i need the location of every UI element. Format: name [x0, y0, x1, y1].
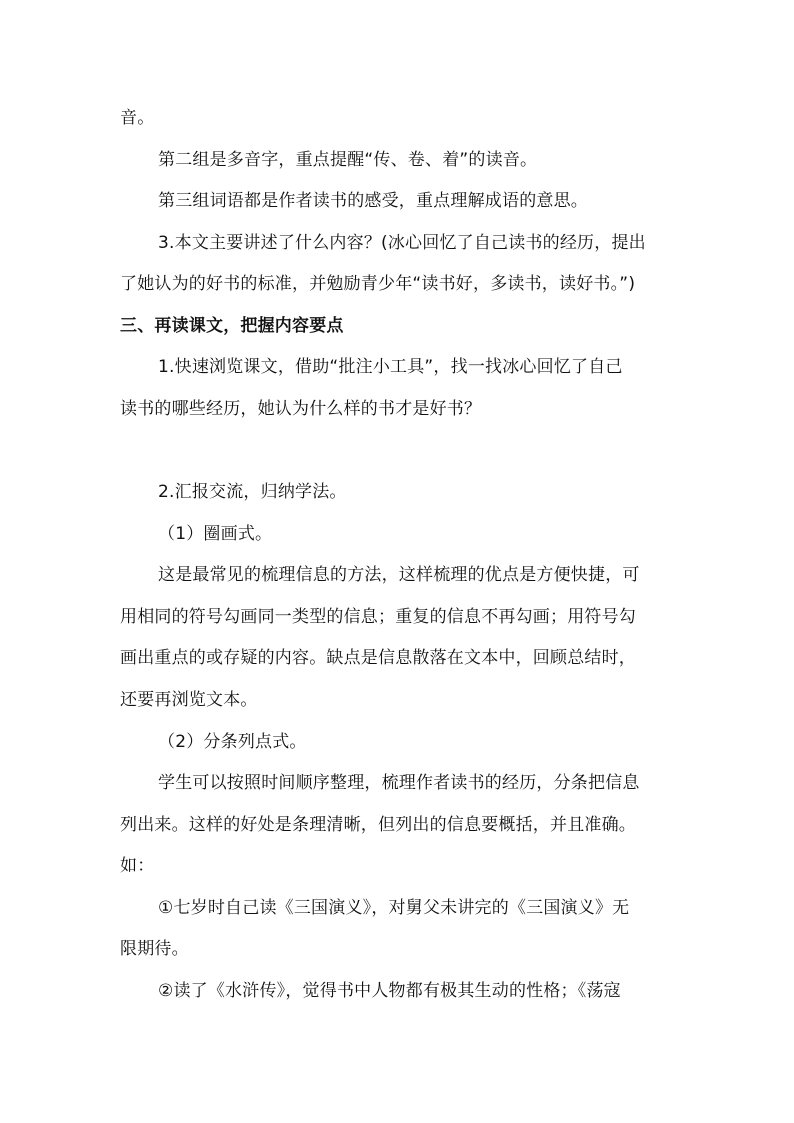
text-line: 第二组是多音字，重点提醒“传、卷、着”的读音。 — [158, 150, 538, 170]
text-line: 3.本文主要讲述了什么内容？(冰心回忆了自己读书的经历，提出 — [158, 233, 646, 253]
text-line: 用相同的符号勾画同一类型的信息；重复的信息不再勾画；用符号勾 — [120, 607, 636, 627]
text-line: 2.汇报交流，归纳学法。 — [158, 482, 347, 502]
text-line: 列出来。这样的好处是条理清晰，但列出的信息要概括，并且准确。 — [120, 815, 636, 835]
text-line: 学生可以按照时间顺序整理，梳理作者读书的经历，分条把信息 — [158, 773, 640, 793]
section-heading: 三、再读课文，把握内容要点 — [120, 316, 344, 336]
text-line: 如： — [120, 856, 155, 876]
text-line: 1.快速浏览课文，借助“批注小工具”，找一找冰心回忆了自己 — [158, 357, 623, 377]
text-line: ②读了《水浒传》，觉得书中人物都有极其生动的性格；《荡寇 — [158, 981, 621, 1001]
text-line: 限期待。 — [120, 939, 189, 959]
text-line: ①七岁时自己读《三国演义》，对舅父未讲完的《三国演义》无 — [158, 898, 630, 918]
text-line: 这是最常见的梳理信息的方法，这样梳理的优点是方便快捷，可 — [158, 565, 640, 585]
text-line: 还要再浏览文本。 — [120, 690, 258, 710]
text-line: 画出重点的或存疑的内容。缺点是信息散落在文本中，回顾总结时， — [120, 648, 636, 668]
subheading-line: （1）圈画式。 — [158, 524, 273, 544]
text-line: 音。 — [120, 108, 155, 128]
text-line: 了她认为的好书的标准，并勉励青少年“读书好，多读书，读好书。”) — [120, 274, 636, 294]
text-line: 读书的哪些经历，她认为什么样的书才是好书？ — [120, 399, 482, 419]
subheading-line: （2）分条列点式。 — [158, 732, 307, 752]
text-line: 第三组词语都是作者读书的感受，重点理解成语的意思。 — [158, 191, 588, 211]
